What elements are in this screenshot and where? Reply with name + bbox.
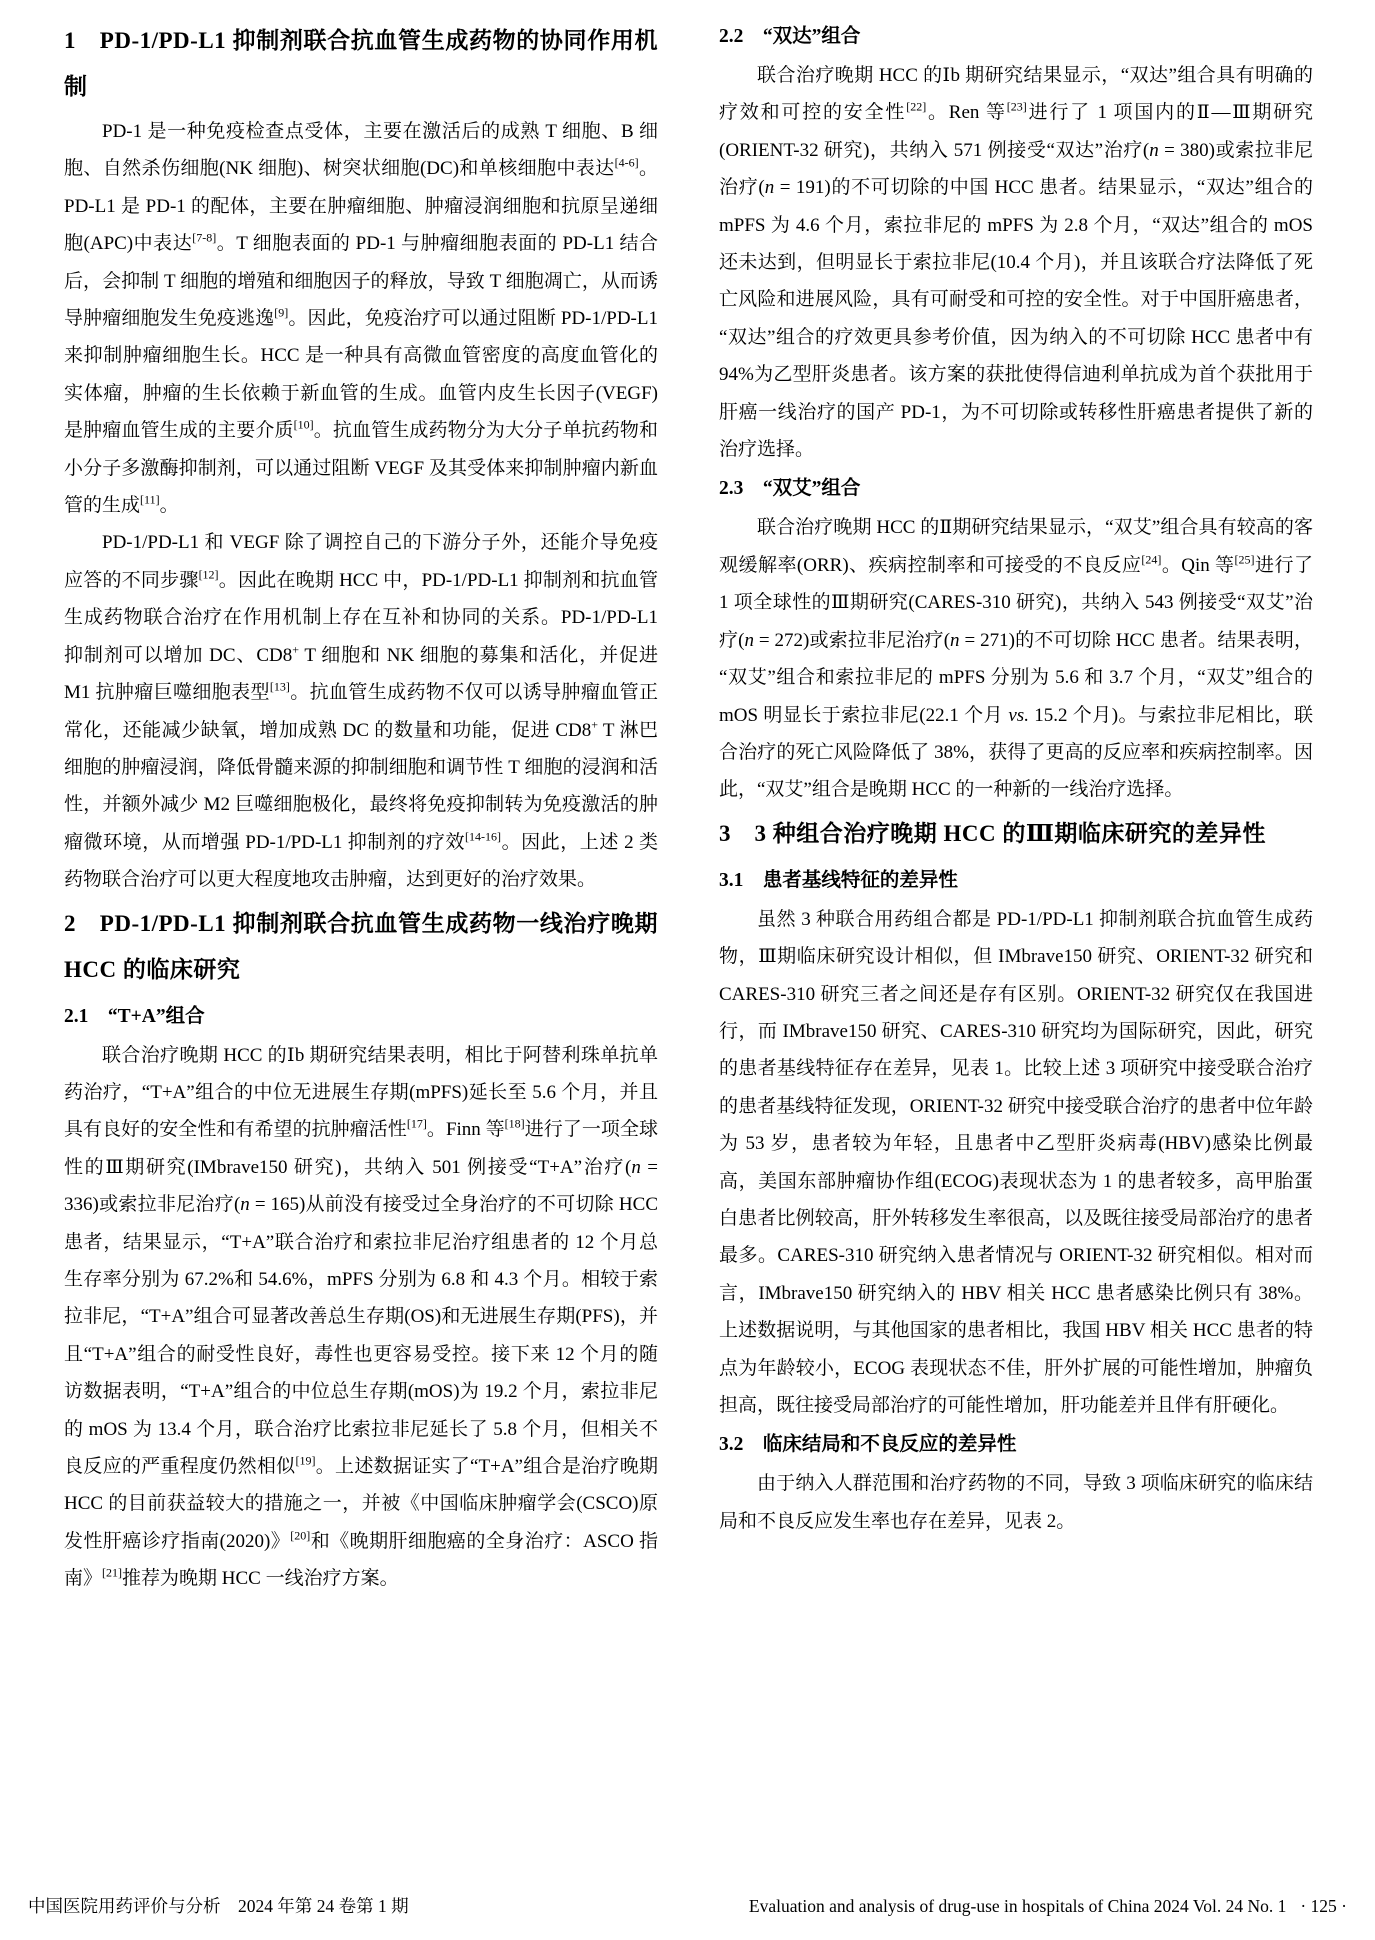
citation-ref: [10] (293, 417, 314, 432)
section-2-2-heading: 2.2 “双达”组合 (719, 26, 861, 47)
section-1-heading: 1 PD-1/PD-L1 抑制剂联合抗血管生成药物的协同作用机制 (64, 28, 658, 99)
footer-journal-en-wrap (749, 1896, 1347, 1917)
citation-ref: [19] (295, 1453, 316, 1468)
paragraph-2-1: 联合治疗晚期 HCC 的Ⅰb 期研究结果表明，相比于阿替利珠单抗单药治疗，“T+A”组合的中位无进展生存期(mPFS)延长至 5.6 个月，并且具有良好的安全性和有希望的抗肿瘤活性[17]。Finn 等[18]进行了一项全球性的Ⅲ期研究(IMbrave150 研究)，共纳入 501 例接受“T+A”治疗(n = 336)或索拉非尼治疗(n = 165)从前没有接受过全身治疗的不可切除 HCC 患者，结果显示，“T+A”联合治疗和索拉非尼治疗组患者的 12 个月总生存率分别为 67.2%和 54.6%，mPFS 分别为 6.8 和 4.3 个月。相较于索拉非尼，“T+A”组合可显著改善总生存期(OS)和无进展生存期(PFS)，并且“T+A”组合的耐受性良好，毒性也更容易受控。接下来 12 个月的随访数据表明，“T+A”组合的中位总生存期(mOS)为 19.2 个月，索拉非尼的 mOS 为 13.4 个月，联合治疗比索拉非尼延长了 5.8 个月，但相关不良反应的严重程度仍然相似[19]。上述数据证实了“T+A”组合是治疗晚期 HCC 的目前获益较大的措施之一，并被《中国临床肿瘤学会(CSCO)原发性肝癌诊疗指南(2020)》[20]和《晚期肝细胞癌的全身治疗：ASCO 指南》[21]推荐为晚期 HCC 一线治疗方案。 (64, 1044, 658, 1590)
left-column (64, 16, 658, 1598)
section-3-heading: 3 3 种组合治疗晚期 HCC 的Ⅲ期临床研究的差异性 (719, 820, 1266, 846)
footer-journal-en: Evaluation and analysis of drug-use in hospitals of China 2024 Vol. 24 No. 1 (748, 1896, 1287, 1916)
italic-text: n (1149, 139, 1159, 161)
right-column (719, 16, 1313, 1598)
citation-ref: [22] (906, 100, 927, 115)
paragraph-2-2: 联合治疗晚期 HCC 的Ⅰb 期研究结果显示，“双达”组合具有明确的疗效和可控的安全性[22]。Ren 等[23]进行了 1 项国内的Ⅱ—Ⅲ期研究(ORIENT-32 研究)，共纳入 571 例接受“双达”治疗(n = 380)或索拉非尼治疗(n = 191)的不可切除的中国 HCC 患者。结果显示，“双达”组合的 mPFS 为 4.6 个月，索拉非尼的 mPFS 为 2.8 个月，“双达”组合的 mOS 还未达到，但明显长于索拉非尼(10.4 个月)，并且该联合疗法降低了死亡风险和进展风险，具有可耐受和可控的安全性。对于中国肝癌患者，“双达”组合的疗效更具参考价值，因为纳入的不可切除 HCC 患者中有 94%为乙型肝炎患者。该方案的获批使得信迪利单抗成为首个获批用于肝癌一线治疗的国产 PD-1，为不可切除或转移性肝癌患者提供了新的治疗选择。 (719, 65, 1314, 461)
section-3-1-heading: 3.1 患者基线特征的差异性 (719, 869, 958, 891)
citation-ref: [14-16] (465, 829, 502, 844)
citation-ref: [20] (290, 1528, 311, 1543)
paragraph-3-2: 由于纳入人群范围和治疗药物的不同，导致 3 项临床研究的临床结局和不良反应发生率也存在差异，见表 2。 (719, 1473, 1313, 1532)
section-3-2-heading: 3.2 临床结局和不良反应的差异性 (719, 1434, 1017, 1456)
citation-ref: [17] (406, 1117, 427, 1132)
italic-text: n (764, 177, 775, 199)
italic-text: vs. (1008, 704, 1029, 726)
citation-ref: [25] (1234, 552, 1255, 567)
italic-text: n (950, 629, 960, 651)
citation-ref: [7-8] (192, 230, 217, 245)
citation-ref: [21] (102, 1565, 123, 1580)
italic-text: n (631, 1156, 641, 1178)
citation-ref: [24] (1141, 552, 1162, 567)
footer-page-number: · 125 · (1300, 1896, 1347, 1916)
footer-journal-cn: 中国医院用药评价与分析 2024 年第 24 卷第 1 期 (28, 1896, 409, 1916)
paragraph-1-2: PD-1/PD-L1 和 VEGF 除了调控自己的下游分子外，还能介导免疫应答的不同步骤[12]。因此在晚期 HCC 中，PD-1/PD-L1 抑制剂和抗血管生成药物联合治疗在作用机制上存在互补和协同的关系。PD-1/PD-L1 抑制剂可以增加 DC、CD8+ T 细胞和 NK 细胞的募集和活化，并促进 M1 抗肿瘤巨噬细胞表型[13]。抗血管生成药物不仅可以诱导肿瘤血管正常化，还能减少缺氧，增加成熟 DC 的数量和功能，促进 CD8+ T 淋巴细胞的肿瘤浸润，降低骨髓来源的抑制细胞和调节性 T 细胞的浸润和活性，并额外减少 M2 巨噬细胞极化，最终将免疫抑制转为免疫激活的肿瘤微环境，从而增强 PD-1/PD-L1 抑制剂的疗效[14-16]。因此，上述 2 类药物联合治疗可以更大程度地攻击肿瘤，达到更好的治疗效果。 (64, 532, 658, 891)
paragraph-2-3: 联合治疗晚期 HCC 的Ⅱ期研究结果显示，“双艾”组合具有较高的客观缓解率(ORR)、疾病控制率和可接受的不良反应[24]。Qin 等[25]进行了 1 项全球性的Ⅲ期研究(CARES-310 研究)，共纳入 543 例接受“双艾”治疗(n = 272)或索拉非尼治疗(n = 271)的不可切除 HCC 患者。结果表明，“双艾”组合和索拉非尼的 mPFS 分别为 5.6 和 3.7 个月，“双艾”组合的 mOS 明显长于索拉非尼(22.1 个月 vs. 15.2 个月)。与索拉非尼相比，联合治疗的死亡风险降低了 38%，获得了更高的反应率和疾病控制率。因此，“双艾”组合是晚期 HCC 的一种新的一线治疗选择。 (719, 517, 1313, 801)
italic-text: n (744, 629, 754, 651)
paragraph-3-1: 虽然 3 种联合用药组合都是 PD-1/PD-L1 抑制剂联合抗血管生成药物，Ⅲ期临床研究设计相似，但 IMbrave150 研究、ORIENT-32 研究和 CARES-310 研究三者之间还是存有区别。ORIENT-32 研究仅在我国进行，而 IMbrave150 研究、CARES-310 研究均为国际研究，因此，研究的患者基线特征存在差异，见表 1。比较上述 3 项研究中接受联合治疗的患者基线特征发现，ORIENT-32 研究中接受联合治疗的患者中位年龄为 53 岁，患者较为年轻，且患者中乙型肝炎病毒(HBV)感染比例最高，美国东部肿瘤协作组(ECOG)表现状态为 1 的患者较多，高甲胎蛋白患者比例较高，肝外转移发生率很高，以及既往接受局部治疗的患者最多。CARES-310 研究纳入患者情况与 ORIENT-32 研究相似。相对而言，IMbrave150 研究纳入的 HBV 相关 HCC 患者感染比例只有 38%。上述数据说明，与其他国家的患者相比，我国 HBV 相关 HCC 患者的特点为年龄较小，ECOG 表现状态不佳，肝外扩展的可能性增加，肿瘤负担高，既往接受局部治疗的可能性增加，肝功能差并且伴有肝硬化。 (719, 908, 1313, 1416)
section-2-1-heading: 2.1 “T+A”组合 (64, 1005, 205, 1027)
citation-ref: + (292, 642, 300, 657)
page-footer (28, 1893, 1347, 1918)
paragraph-1-1: PD-1 是一种免疫检查点受体，主要在激活后的成熟 T 细胞、B 细胞、自然杀伤细胞(NK 细胞)、树突状细胞(DC)和单核细胞中表达[4-6]。PD-L1 是 PD-1 的配体，主要在肿瘤细胞、肿瘤浸润细胞和抗原呈递细胞(APC)中表达[7-8]。T 细胞表面的 PD-1 与肿瘤细胞表面的 PD-L1 结合后，会抑制 T 细胞的增殖和细胞因子的释放，导致 T 细胞凋亡，从而诱导肿瘤细胞发生免疫逃逸[9]。因此，免疫治疗可以通过阻断 PD-1/PD-L1 来抑制肿瘤细胞生长。HCC 是一种具有高微血管密度的高度血管化的实体瘤，肿瘤的生长依赖于新血管的生成。血管内皮生长因子(VEGF)是肿瘤血管生成的主要介质[10]。抗血管生成药物分为大分子单抗药物和小分子多激酶抑制剂，可以通过阻断 VEGF 及其受体来抑制肿瘤内新血管的生成[11]。 (64, 121, 658, 517)
citation-ref: [13] (269, 679, 290, 694)
section-2-heading: 2 PD-1/PD-L1 抑制剂联合抗血管生成药物一线治疗晚期 HCC 的临床研究 (64, 910, 658, 982)
citation-ref: [12] (198, 567, 219, 582)
citation-ref: [11] (140, 492, 160, 507)
section-2-3-heading: 2.3 “双艾”组合 (719, 478, 861, 500)
citation-ref: [4-6] (614, 156, 639, 171)
citation-ref: [23] (1006, 100, 1027, 115)
citation-ref: [9] (274, 305, 289, 320)
citation-ref: [18] (504, 1117, 525, 1132)
citation-ref: + (591, 717, 598, 732)
italic-text: n (240, 1194, 250, 1216)
